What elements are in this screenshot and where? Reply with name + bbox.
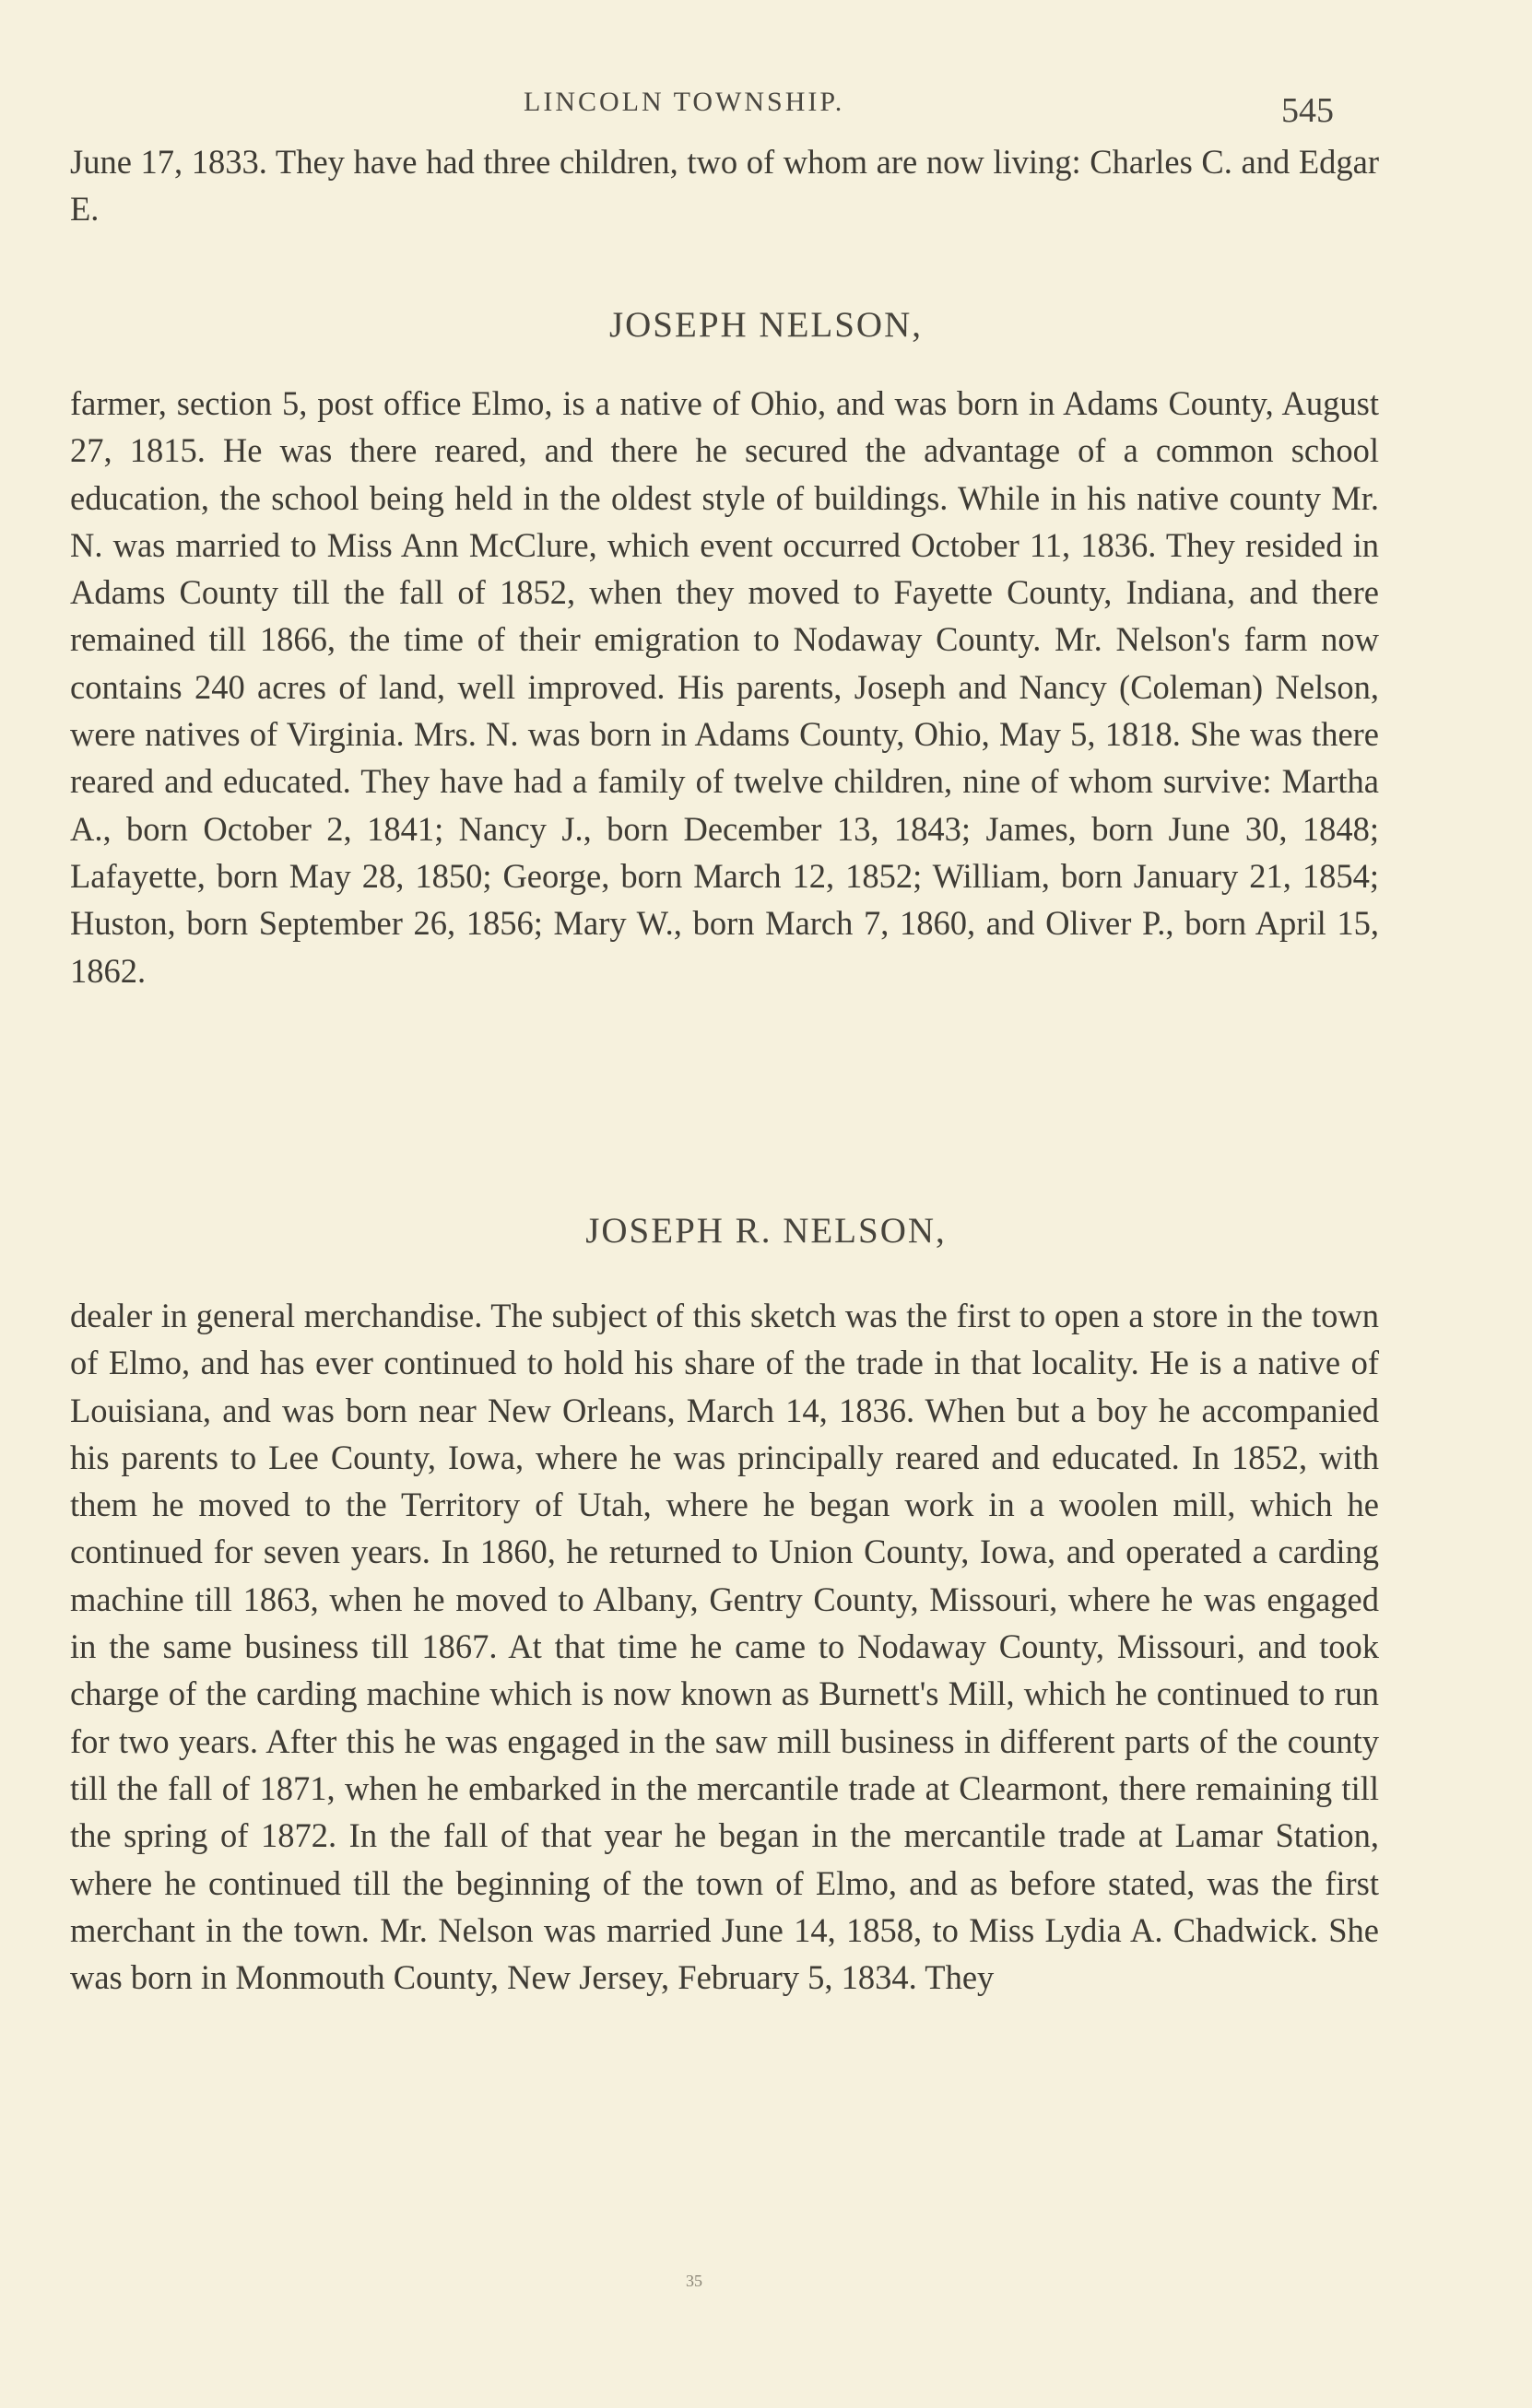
section-body-joseph-r-nelson: dealer in general merchandise. The subject of this sketch was the first to open a store in the town of Elmo, and has ever continued to hold his share of the trade in that locality. He is a native of Louisiana, and was born near New Orleans, March 14, 1836. When but a boy he accompanied his parents to Lee County, Iowa, where he was principally reared and educated. In 1852, with them he moved to the Territory of Utah, where he began work in a woolen mill, which he continued for seven years. In 1860, he returned to Union County, Iowa, and operated a carding machine till 1863, when he moved to Albany, Gentry County, Missouri, where he was engaged in the same business till 1867. At that time he came to Nodaway County, Missouri, and took charge of the carding machine which is now known as Burnett's Mill, which he continued to run for two years. After this he was engaged in the saw mill business in different parts of the county till the fall of 1871, when he embarked in the mercantile trade at Clearmont, there remaining till the spring of 1872. In the fall of that year he began in the mercantile trade at Lamar Station, where he continued till the beginning of the town of Elmo, and as before stated, was the first merchant in the town. Mr. Nelson was married June 14, 1858, to Miss Lydia A. Chadwick. She was born in Monmouth County, New Jersey, February 5, 1834. They <box>70 1297 1379 1997</box>
page-number: 545 <box>1281 91 1334 130</box>
intro-paragraph: June 17, 1833. They have had three children, two of whom are now living: Charles C. and Edgar E. <box>70 143 1379 229</box>
page-header <box>0 81 1532 130</box>
section-heading-joseph-r-nelson: JOSEPH R. NELSON, <box>585 1211 947 1251</box>
section-heading-joseph-nelson: JOSEPH NELSON, <box>608 305 924 345</box>
section-body-joseph-nelson: farmer, section 5, post office Elmo, is a native of Ohio, and was born in Adams County, August 27, 1815. He was there reared, and there he secured the advantage of a common school education, the school being held in the oldest style of buildings. While in his native county Mr. N. was married to Miss Ann McClure, which event occurred October 11, 1836. They resided in Adams County till the fall of 1852, when they moved to Fayette County, Indiana, and there remained till 1866, the time of their emigration to Nodaway County. Mr. Nelson's farm now contains 240 acres of land, well improved. His parents, Joseph and Nancy (Coleman) Nelson, were natives of Virginia. Mrs. N. was born in Adams County, Ohio, May 5, 1818. She was there reared and educated. They have had a family of twelve children, nine of whom survive: Martha A., born October 2, 1841; Nancy J., born December 13, 1843; James, born June 30, 1848; Lafayette, born May 28, 1850; George, born March 12, 1852; William, born January 21, 1854; Huston, born September 26, 1856; Mary W., born March 7, 1860, and Oliver P., born April 15, 1862. <box>70 384 1379 990</box>
running-title: LINCOLN TOWNSHIP. <box>524 87 845 117</box>
signature-mark: 35 <box>686 2272 702 2290</box>
